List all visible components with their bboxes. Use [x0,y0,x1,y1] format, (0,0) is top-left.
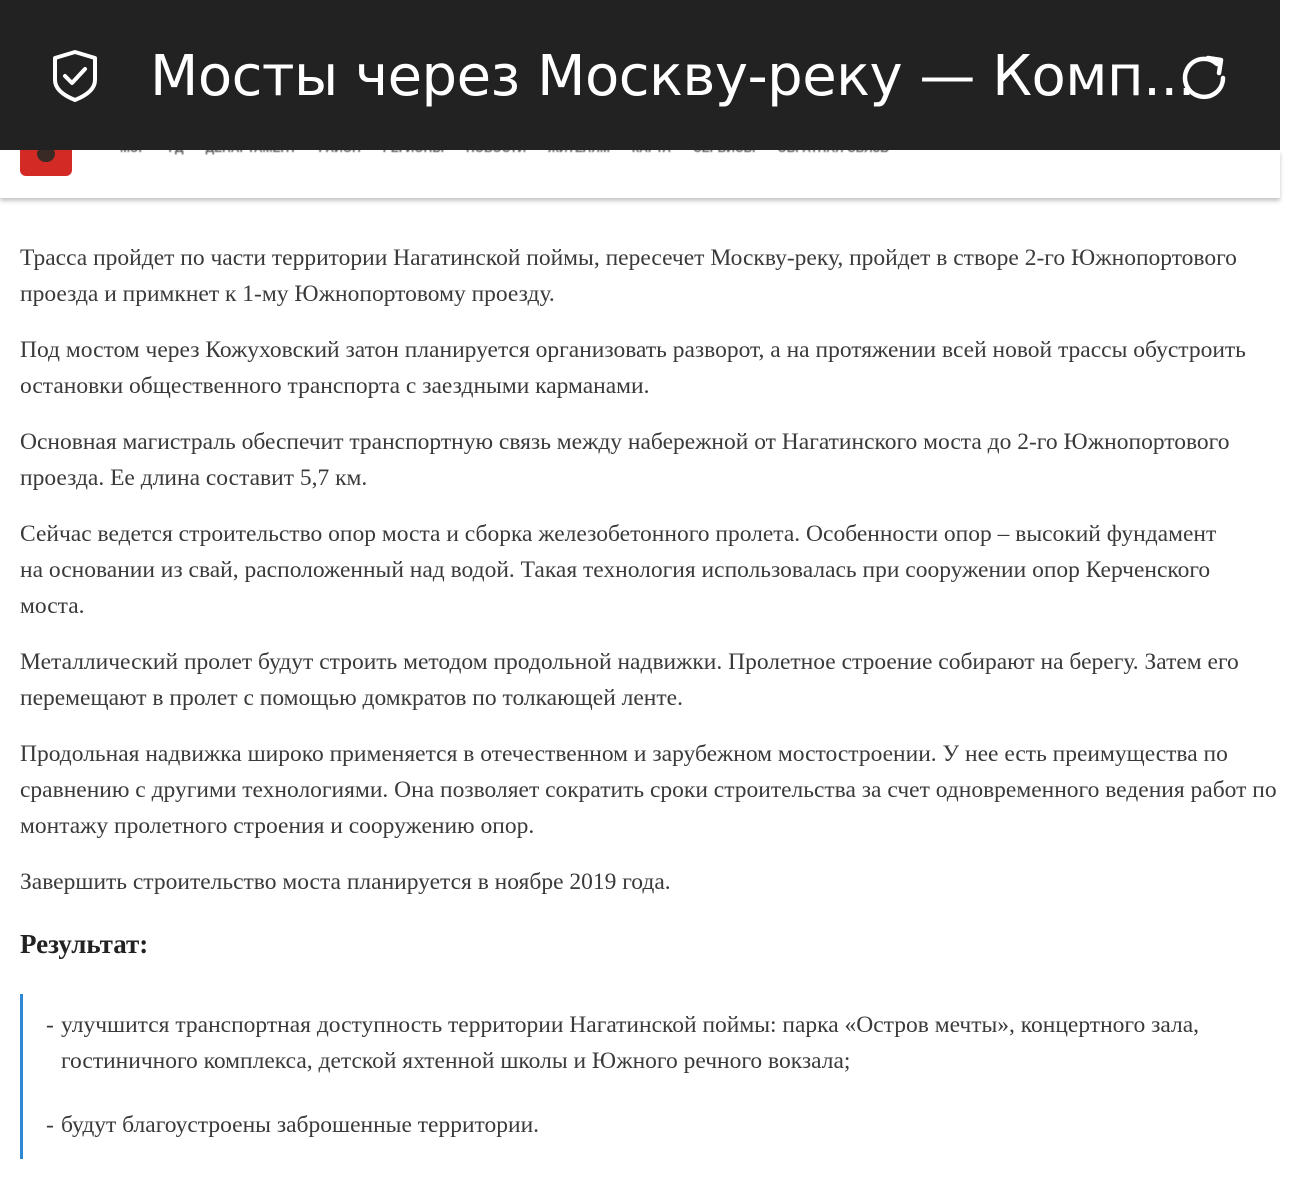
result-heading: Результат: [20,929,149,959]
list-item [23,1007,1253,1079]
article-paragraph: Под мостом через Кожуховский затон планируется организовать разворот, а на протяжении всей новой трассы обустроить остановки общественного транспорта с заездными карманами. [20,337,1246,399]
list-bullet: - [46,1112,54,1138]
browser-toolbar [0,0,1280,150]
article-paragraph: Завершить строительство моста планируется в ноябре 2019 года. [20,869,671,895]
site-header [0,150,1280,198]
list-item-text: улучшится транспортная доступность территории Нагатинской поймы: парка «Остров мечты», концертного зала, гостиничного комплекса, детской яхтенной школы и Южного речного вокзала; [61,1012,1200,1074]
article-paragraph: Металлический пролет будут строить методом продольной надвижки. Пролетное строение собирают на берегу. Затем его перемещают в пролет с помощью домкратов по толкающей ленте. [20,649,1239,711]
result-list [20,994,1310,1159]
article-paragraph: Продольная надвижка широко применяется в отечественном и зарубежном мостостроении. У нее есть преимущества по сравнению с другими технологиями. Она позволяет сократить сроки строительства за счет одновременного ведения работ по монтажу пролетного строения и сооружению опор. [20,741,1277,839]
shield-icon[interactable] [49,50,101,102]
list-item-text: будут благоустроены заброшенные территории. [61,1112,540,1138]
list-item [23,1107,1253,1143]
list-bullet: - [46,1012,54,1038]
article-body [20,240,1310,1159]
article-paragraph: Сейчас ведется строительство опор моста и сборка железобетонного пролета. Особенности опор – высокий фундамент на основании из свай, расположенный над водой. Такая технология использовалась при сооружении опор Керченского моста. [20,521,1217,619]
reload-icon[interactable] [1176,48,1236,108]
article-paragraph: Основная магистраль обеспечит транспортную связь между набережной от Нагатинского моста до 2-го Южнопортового проезда. Ее длина составит 5,7 км. [20,429,1230,491]
page-title: Мосты через Москву-реку — Комп... [150,44,1196,109]
article-paragraph: Трасса пройдет по части территории Нагатинской поймы, пересечет Москву-реку, пройдет в створе 2-го Южнопортового проезда и примкнет к 1-му Южнопортовому проезду. [20,245,1237,307]
